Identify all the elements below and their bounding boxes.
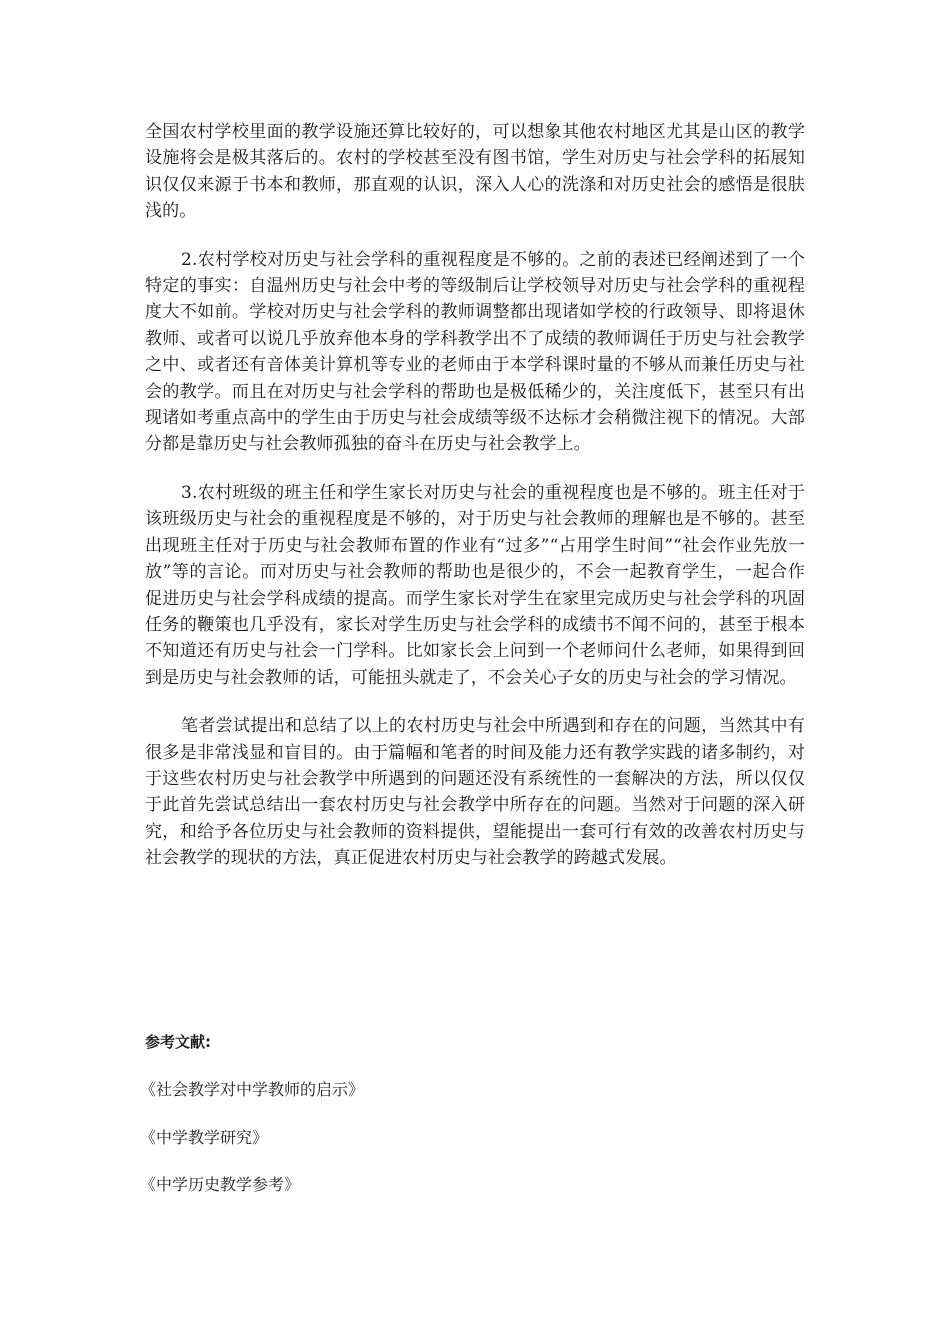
reference-item: 《中学教学研究》 [140,1128,269,1147]
paragraph-point-3: 3.农村班级的班主任和学生家长对历史与社会的重视程度也是不够的。班主任对于该班级历史与社会的重视程度是不够的，对于历史与社会教师的理解也是不够的。甚至出现班主任对于历史与社会教师布置的作业有“过多”“占用学生时间”“社会作业先放一放”等的言论。而对历史与社会教师的帮助也是很少的，不会一起教育学生，一起合作促进历史与社会学科成绩的提高。而学生家长对学生在家里完成历史与社会学科的巩固任务的鞭策也几乎没有，家长对学生历史与社会学科的成绩书不闻不问的，甚至于根本不知道还有历史与社会一门学科。比如家长会上问到一个老师问什么老师，如果得到回到是历史与社会教师的话，可能扭头就走了，不会关心子女的历史与社会的学习情况。 [145,482,805,688]
reference-item: 《社会教学对中学教师的启示》 [140,1080,365,1099]
document-body [145,119,805,872]
references-heading: 参考文献: [145,1033,211,1051]
paragraph-point-2: 2.农村学校对历史与社会学科的重视程度是不够的。之前的表述已经阐述到了一个特定的事实：自温州历史与社会中考的等级制后让学校领导对历史与社会学科的重视程度大不如前。学校对历史与社会学科的教师调整都出现诸如学校的行政领导、即将退休教师、或者可以说几乎放弃他本身的学科教学出不了成绩的教师调任于历史与社会教学之中、或者还有音体美计算机等专业的老师由于本学科课时量的不够从而兼任历史与社会的教学。而且在对历史与社会学科的帮助也是极低稀少的，关注度低下，甚至只有出现诸如考重点高中的学生由于历史与社会成绩等级不达标才会稍微注视下的情况。大部分都是靠历史与社会教师孤独的奋斗在历史与社会教学上。 [145,249,805,455]
paragraph-continuation: 全国农村学校里面的教学设施还算比较好的，可以想象其他农村地区尤其是山区的教学设施将会是极其落后的。农村的学校甚至没有图书馆，学生对历史与社会学科的拓展知识仅仅来源于书本和教师，那直观的认识，深入人心的洗涤和对历史社会的感悟是很肤浅的。 [145,122,805,222]
reference-item: 《中学历史教学参考》 [140,1175,301,1194]
paragraph-conclusion: 笔者尝试提出和总结了以上的农村历史与社会中所遇到和存在的问题，当然其中有很多是非常浅显和盲目的。由于篇幅和笔者的时间及能力还有教学实践的诸多制约，对于这些农村历史与社会教学中所遇到的问题还没有系统性的一套解决的方法，所以仅仅于此首先尝试总结出一套农村历史与社会教学中所存在的问题。当然对于问题的深入研究，和给予各位历史与社会教师的资料提供，望能提出一套可行有效的改善农村历史与社会教学的现状的方法，真正促进农村历史与社会教学的跨越式发展。 [145,716,805,869]
